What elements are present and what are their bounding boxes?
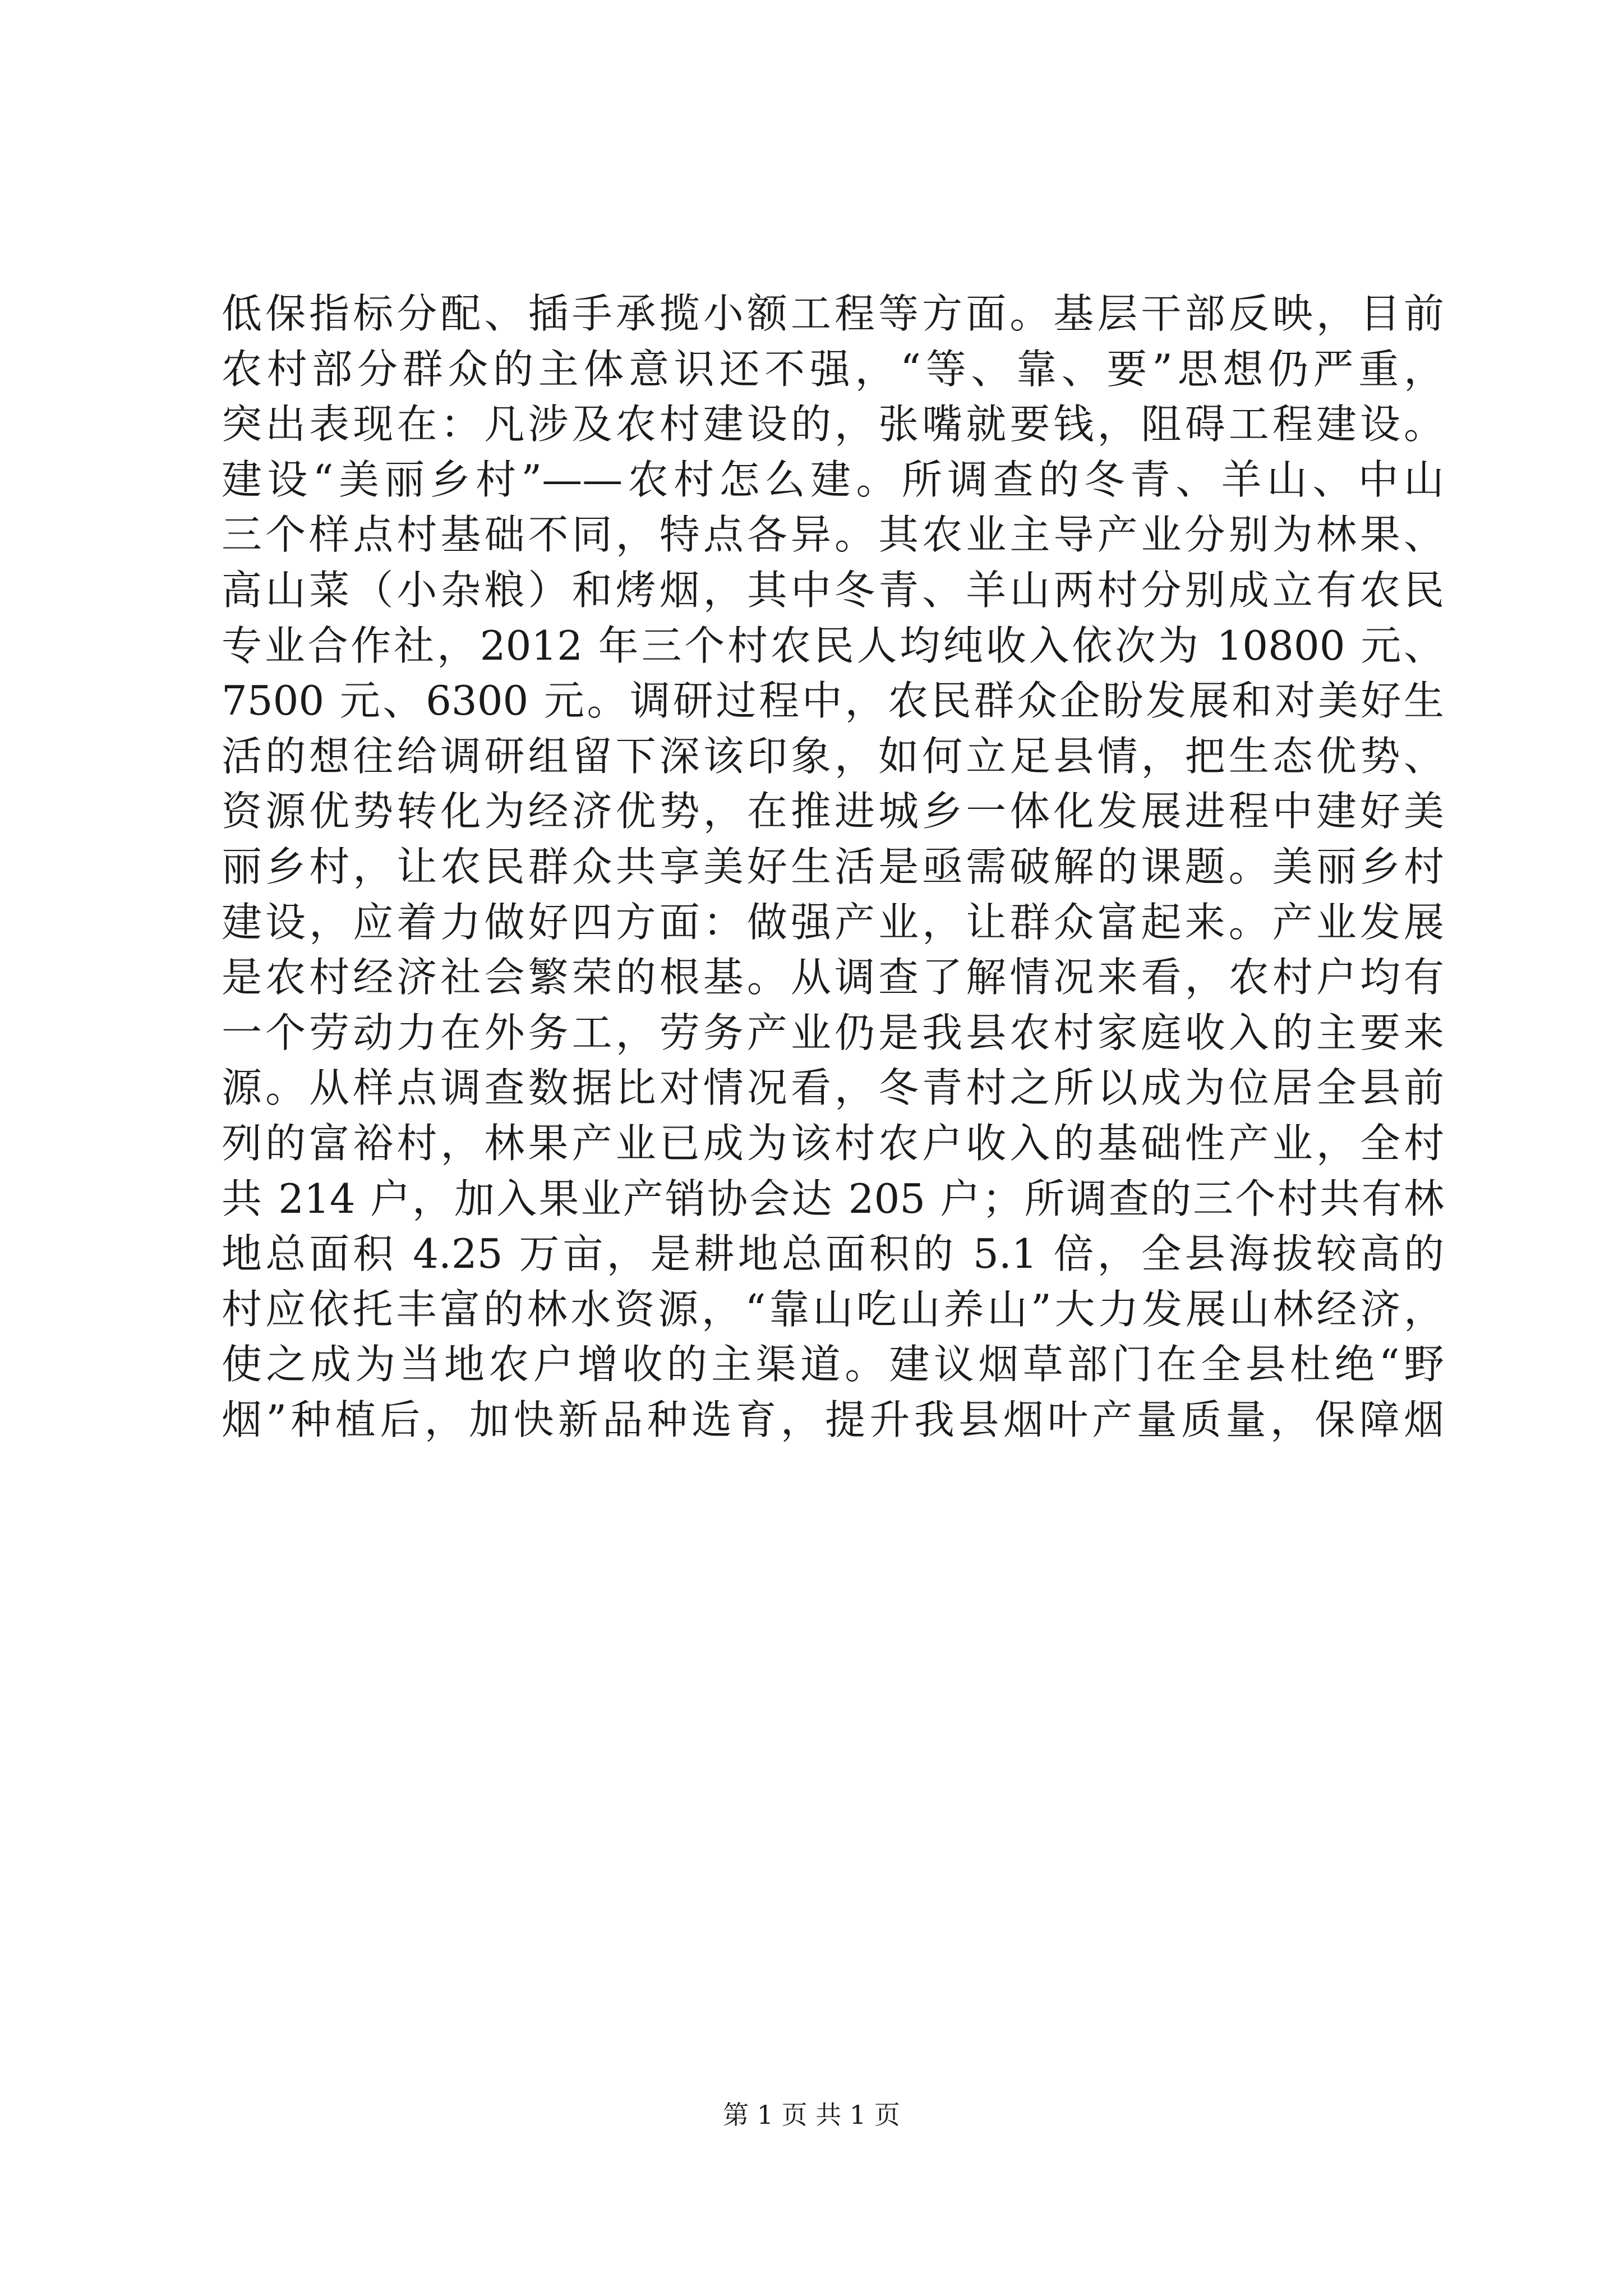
text-line: 一个劳动力在外务工，劳务产业仍是我县农村家庭收入的主要来 (222, 1009, 1444, 1056)
text-line: 建设“美丽乡村”——农村怎么建。所调查的冬青、羊山、中山 (222, 455, 1444, 503)
text-line: 烟”种植后，加快新品种选育，提升我县烟叶产量质量，保障烟 (222, 1396, 1444, 1443)
text-line: 共 214 户，加入果业产销协会达 205 户；所调查的三个村共有林 (222, 1175, 1444, 1222)
text-line: 地总面积 4.25 万亩，是耕地总面积的 5.1 倍，全县海拔较高的 (222, 1230, 1444, 1278)
body-text (222, 286, 1444, 1447)
text-line: 高山菜（小杂粮）和烤烟，其中冬青、羊山两村分别成立有农民 (222, 566, 1444, 614)
text-line: 7500 元、6300 元。调研过程中，农民群众企盼发展和对美好生 (222, 677, 1444, 725)
page-number-footer: 第 1 页 共 1 页 (723, 2100, 900, 2130)
text-line: 活的想往给调研组留下深该印象，如何立足县情，把生态优势、 (222, 732, 1444, 780)
text-line: 源。从样点调查数据比对情况看，冬青村之所以成为位居全县前 (222, 1064, 1444, 1112)
text-line: 三个样点村基础不同，特点各异。其农业主导产业分别为林果、 (222, 511, 1444, 559)
text-line: 使之成为当地农户增收的主渠道。建议烟草部门在全县杜绝“野 (222, 1341, 1444, 1388)
text-line: 村应依托丰富的林水资源，“靠山吃山养山”大力发展山林经济， (222, 1285, 1444, 1333)
text-line: 农村部分群众的主体意识还不强，“等、靠、要”思想仍严重， (222, 345, 1444, 393)
text-line: 建设，应着力做好四方面：做强产业，让群众富起来。产业发展 (222, 898, 1444, 946)
text-line: 专业合作社，2012 年三个村农民人均纯收入依次为 10800 元、 (222, 622, 1444, 669)
text-line: 是农村经济社会繁荣的根基。从调查了解情况来看，农村户均有 (222, 954, 1444, 1001)
text-line: 资源优势转化为经济优势，在推进城乡一体化发展进程中建好美 (222, 788, 1444, 835)
text-line: 列的富裕村，林果产业已成为该村农户收入的基础性产业，全村 (222, 1119, 1444, 1167)
text-line: 突出表现在：凡涉及农村建设的，张嘴就要钱，阻碍工程建设。 (222, 401, 1444, 448)
text-line: 丽乡村，让农民群众共享美好生活是亟需破解的课题。美丽乡村 (222, 843, 1444, 890)
text-line: 低保指标分配、插手承揽小额工程等方面。基层干部反映，目前 (222, 290, 1444, 337)
